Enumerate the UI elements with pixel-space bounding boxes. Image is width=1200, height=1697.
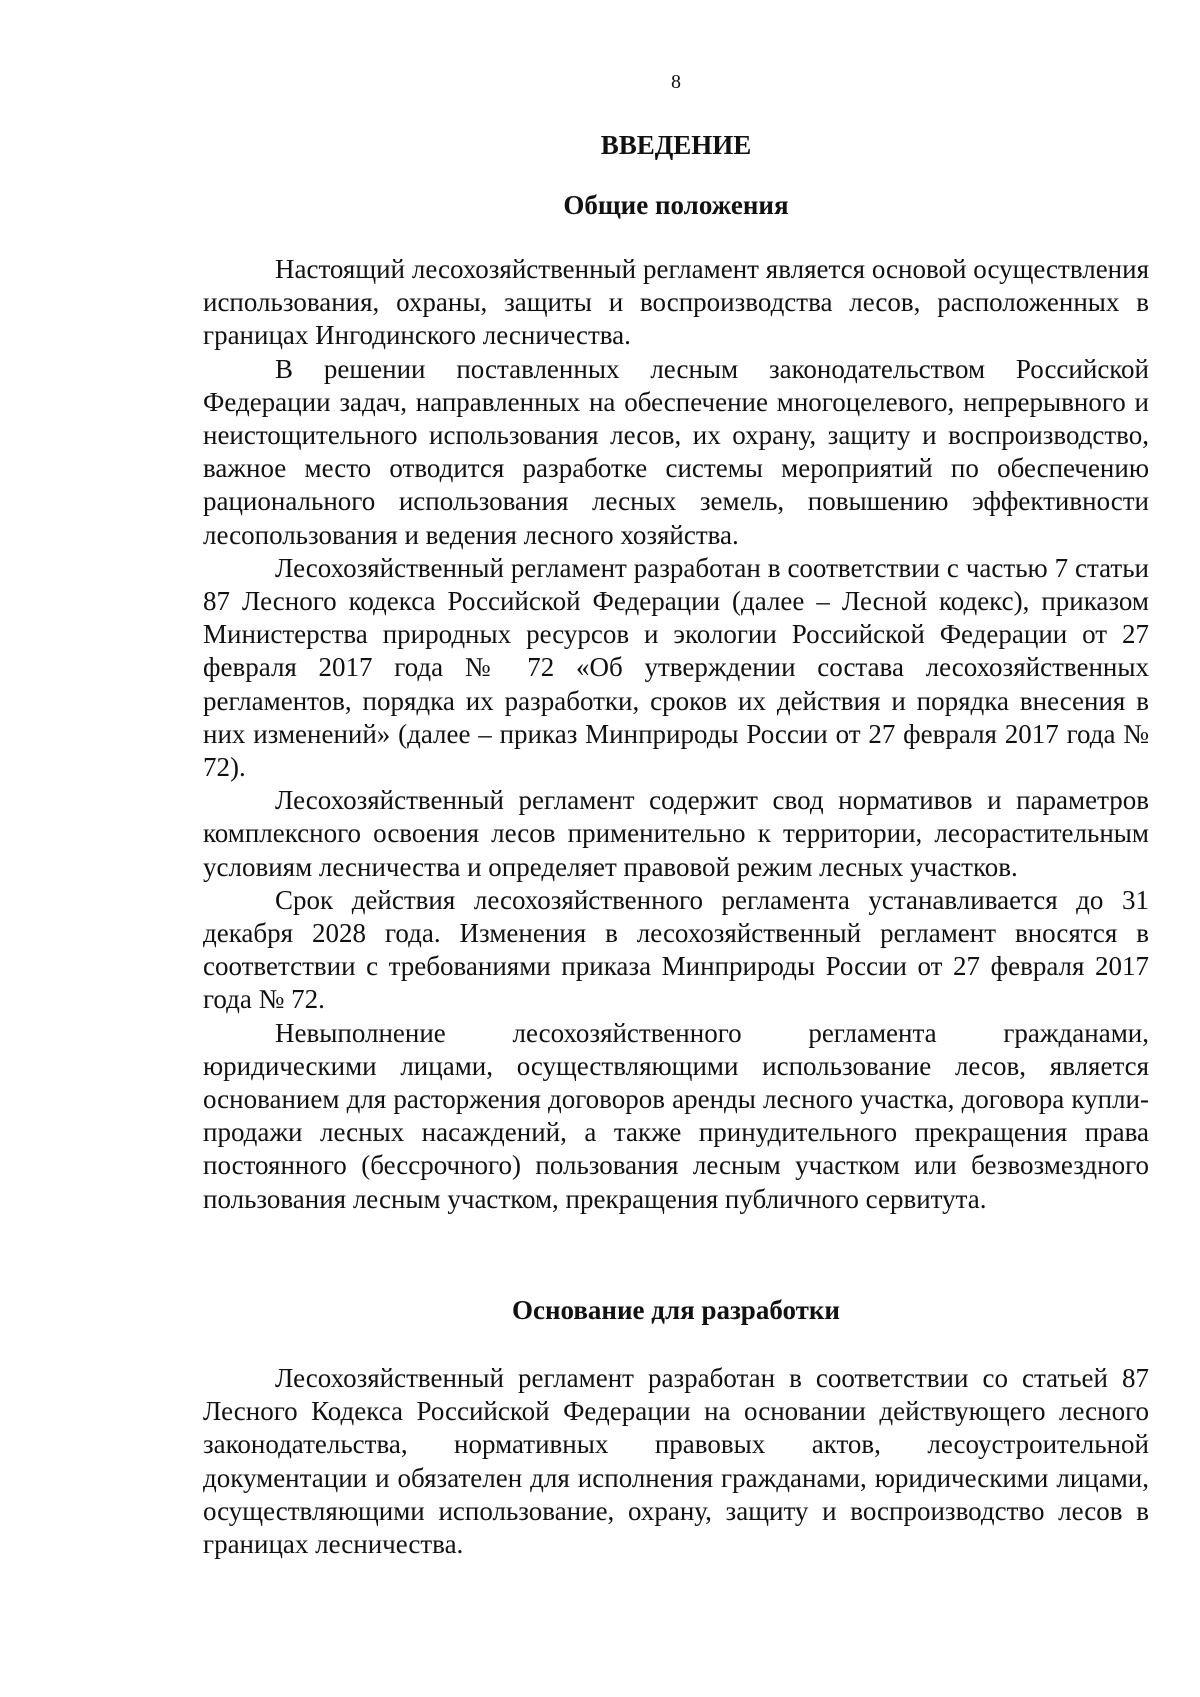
section-general	[203, 253, 1149, 1216]
paragraph: Лесохозяйственный регламент разработан в соответствии со статьей 87 Лесного Кодекса Российской Федерации на основании действующего лесного законодательства, нормативных правовых актов, лесоустроительной документации и обязателен для исполнения гражданами, юридическими лицами, осуществляющими использование, охрану, защиту и воспроизводство лесов в границах лесничества.	[203, 1363, 1149, 1560]
page-number: 8	[671, 71, 681, 93]
paragraph: Невыполнение лесохозяйственного регламента гражданами, юридическими лицами, осуществляющими использование лесов, является основанием для расторжения договоров аренды лесного участка, договора купли-продажи лесных насаждений, а также принудительного прекращения права постоянного (бессрочного) пользования лесным участком или безвозмездного пользования лесным участком, прекращения публичного сервитута.	[203, 1017, 1149, 1214]
paragraph: Настоящий лесохозяйственный регламент является основой осуществления использования, охраны, защиты и воспроизводства лесов, расположенных в границах Ингодинского лесничества.	[203, 254, 1149, 351]
document-title: ВВЕДЕНИЕ	[600, 130, 752, 160]
paragraph: Лесохозяйственный регламент разработан в соответствии с частью 7 статьи 87 Лесного кодекса Российской Федерации (далее – Лесной кодекс), приказом Министерства природных ресурсов и экологии Российской Федерации от 27 февраля 2017 года № 72 «Об утверждении состава лесохозяйственных регламентов, порядка их разработки, сроков их действия и порядка внесения в них изменений» (далее – приказ Минприроды России от 27 февраля 2017 года № 72).	[203, 552, 1149, 783]
paragraph: В решении поставленных лесным законодательством Российской Федерации задач, направленных на обеспечение многоцелевого, непрерывного и неистощительного использования лесов, их охрану, защиту и воспроизводство, важное место отводится разработке системы мероприятий по обеспечению рационального использования лесных земель, повышению эффективности лесопользования и ведения лесного хозяйства.	[203, 353, 1149, 550]
section-heading-general: Общие положения	[563, 190, 789, 220]
paragraph: Лесохозяйственный регламент содержит свод нормативов и параметров комплексного освоения лесов применительно к территории, лесорастительным условиям лесничества и определяет правовой режим лесных участков.	[203, 785, 1149, 882]
section-heading-basis: Основание для разработки	[511, 1295, 840, 1325]
paragraph: Срок действия лесохозяйственного регламента устанавливается до 31 декабря 2028 года. Изменения в лесохозяйственный регламент вносятся в соответствии с требованиями приказа Минприроды России от 27 февраля 2017 года № 72.	[203, 884, 1149, 1015]
section-basis	[203, 1362, 1149, 1561]
